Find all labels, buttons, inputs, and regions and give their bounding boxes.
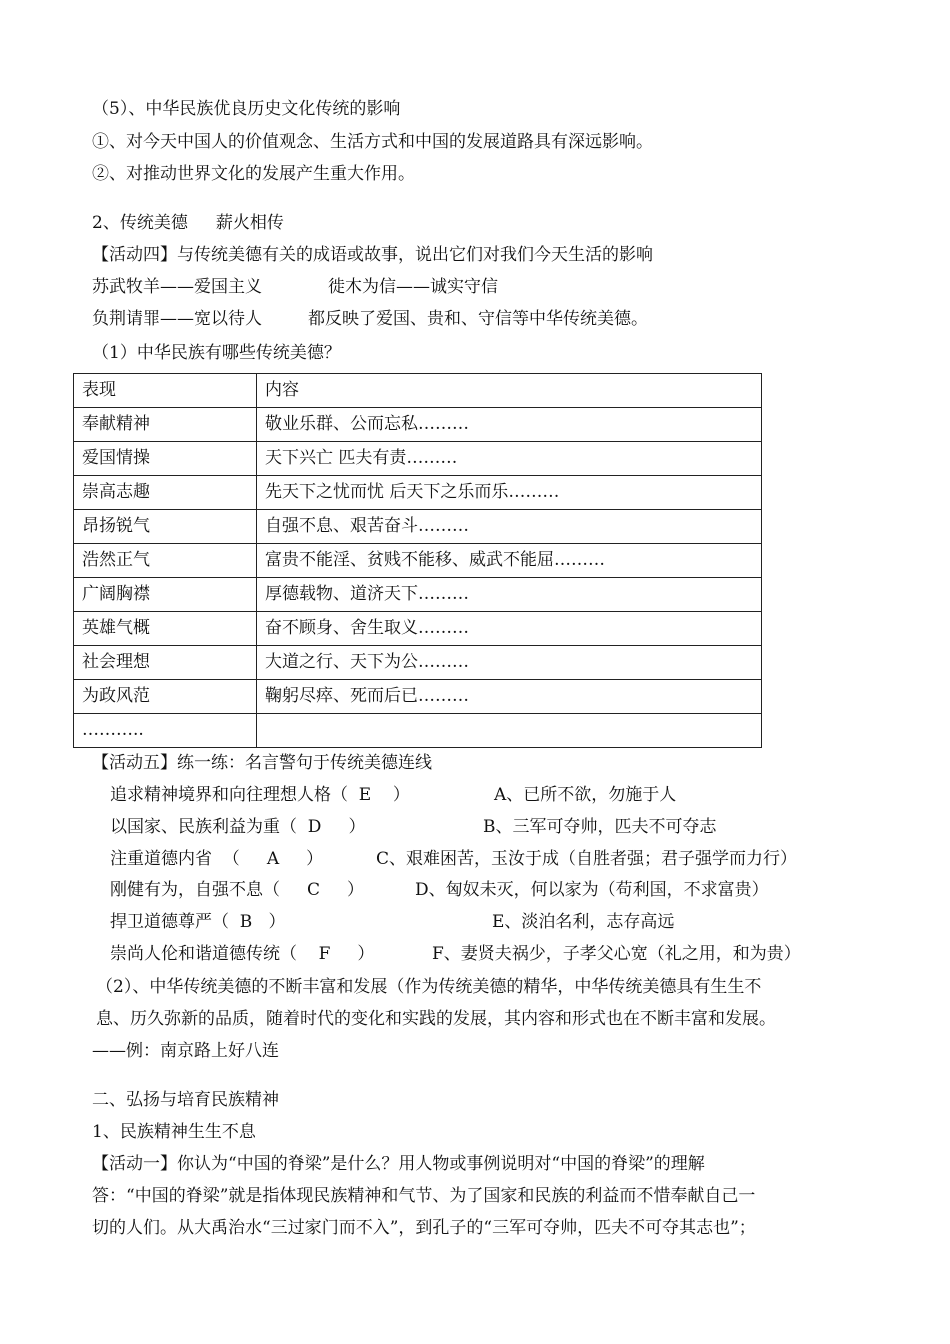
table-cell: 大道之行、天下为公………	[257, 646, 762, 680]
table-row	[74, 612, 762, 646]
table-cell: 富贵不能淫、贫贱不能移、威武不能屈………	[257, 544, 762, 578]
match-right-5: E、淡泊名利，志存高远	[492, 912, 675, 932]
match-left-1: 追求精神境界和向往理想人格（ E ）	[110, 785, 410, 805]
activity1-title: 【活动一】你认为“中国的脊梁”是什么？用人物或事例说明对“中国的脊梁”的理解	[92, 1154, 705, 1174]
table-row	[74, 544, 762, 578]
match-right-2: B、三军可夺帅，匹夫不可夺志	[483, 817, 717, 837]
table-row	[74, 476, 762, 510]
development-example: ——例：南京路上好八连	[92, 1041, 279, 1061]
answer-line-1: 答：“中国的脊梁”就是指体现民族精神和气节、为了国家和民族的利益而不惜奉献自己一	[92, 1186, 756, 1206]
table-cell: 敬业乐群、公而忘私………	[257, 408, 762, 442]
match-right-6: F、妻贤夫祸少，子孝父心宽（礼之用，和为贵）	[432, 944, 801, 964]
table-cell: 广阔胸襟	[74, 578, 257, 612]
table-row	[74, 714, 762, 748]
answer-line-2: 切的人们。从大禹治水“三过家门而不入”，到孔子的“三军可夺帅，匹夫不可夺其志也”；	[92, 1218, 756, 1238]
match-right-4: D、匈奴未灭，何以家为（苟利国，不求富贵）	[415, 880, 769, 900]
match-left-6: 崇尚人伦和谐道德传统（ F ）	[110, 944, 375, 964]
example-line-2: 负荆请罪——宽以待人 都反映了爱国、贵和、守信等中华传统美德。	[92, 309, 648, 329]
table-cell: 崇高志趣	[74, 476, 257, 510]
table-cell: 奋不顾身、舍生取义………	[257, 612, 762, 646]
table-cell: 自强不息、艰苦奋斗………	[257, 510, 762, 544]
table-cell: 爱国情操	[74, 442, 257, 476]
match-left-4: 刚健有为，自强不息（ C ）	[110, 880, 365, 900]
table-cell: 为政风范	[74, 680, 257, 714]
table-header-cell: 内容	[257, 374, 762, 408]
match-left-3: 注重道德内省 （ A ）	[110, 849, 324, 869]
activity4-title: 【活动四】与传统美德有关的成语或故事，说出它们对我们今天生活的影响	[92, 245, 653, 265]
activity5-title: 【活动五】练一练：名言警句于传统美德连线	[92, 753, 432, 773]
table-cell: 社会理想	[74, 646, 257, 680]
part-two-heading: 二、弘扬与培育民族精神	[92, 1090, 279, 1110]
table-row	[74, 408, 762, 442]
section5-heading: （5）、中华民族优良历史文化传统的影响	[92, 99, 401, 119]
table-header-cell: 表现	[74, 374, 257, 408]
development-paragraph-1: （2）、中华传统美德的不断丰富和发展（作为传统美德的精华，中华传统美德具有生生不	[96, 977, 762, 997]
table-cell: 鞠躬尽瘁、死而后已………	[257, 680, 762, 714]
table-cell: 昂扬锐气	[74, 510, 257, 544]
virtues-table	[73, 373, 762, 748]
section2-heading: 2、传统美德 薪火相传	[92, 213, 284, 233]
table-cell: 厚德载物、道济天下………	[257, 578, 762, 612]
section5-point-2: ②、对推动世界文化的发展产生重大作用。	[92, 164, 415, 184]
table-row	[74, 646, 762, 680]
part-two-subheading: 1、民族精神生生不息	[92, 1122, 256, 1142]
table-row	[74, 510, 762, 544]
table-row	[74, 680, 762, 714]
table-cell: 先天下之忧而忧 后天下之乐而乐………	[257, 476, 762, 510]
table-cell: 奉献精神	[74, 408, 257, 442]
table-cell	[257, 714, 762, 748]
table-cell: 浩然正气	[74, 544, 257, 578]
table-row	[74, 578, 762, 612]
table-cell: 天下兴亡 匹夫有责………	[257, 442, 762, 476]
table-cell: 英雄气概	[74, 612, 257, 646]
development-paragraph-2: 息、历久弥新的品质，随着时代的变化和实践的发展，其内容和形式也在不断丰富和发展。	[96, 1009, 776, 1029]
match-left-2: 以国家、民族利益为重（ D ）	[110, 817, 366, 837]
match-left-5: 捍卫道德尊严（ B ）	[110, 912, 286, 932]
section5-point-1: ①、对今天中国人的价值观念、生活方式和中国的发展道路具有深远影响。	[92, 132, 653, 152]
table-row	[74, 442, 762, 476]
table-header-row	[74, 374, 762, 408]
example-line-1: 苏武牧羊——爱国主义 徙木为信——诚实守信	[92, 277, 498, 297]
question-1: （1）中华民族有哪些传统美德？	[92, 343, 341, 363]
match-right-3: C、艰难困苦，玉汝于成（自胜者强；君子强学而力行）	[376, 849, 798, 869]
table-cell: ………..	[74, 714, 257, 748]
match-right-1: A、已所不欲，勿施于人	[494, 785, 677, 805]
